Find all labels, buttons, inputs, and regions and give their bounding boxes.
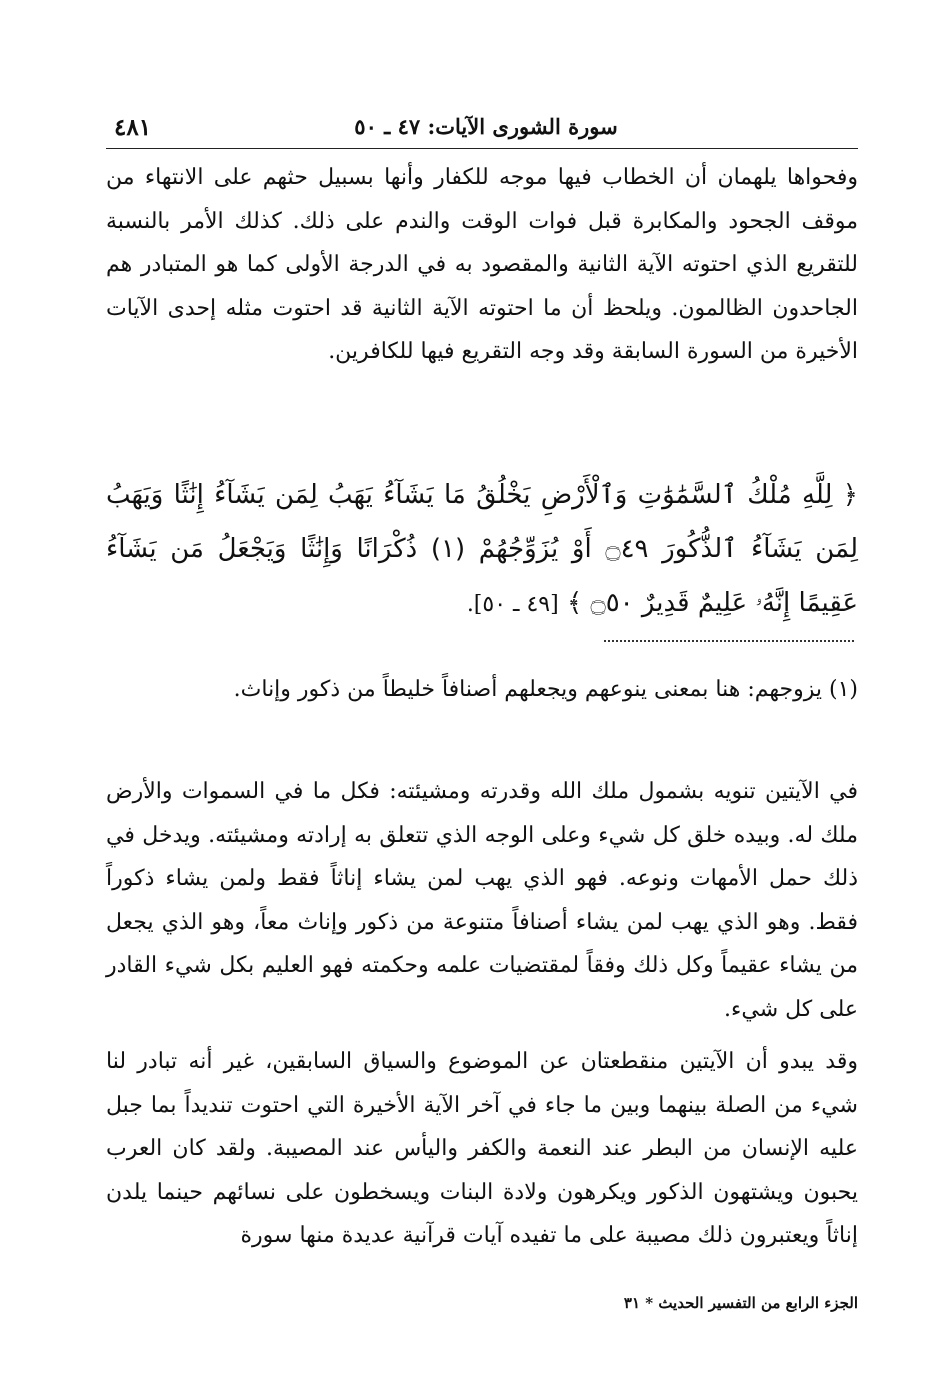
body-paragraph-2: في الآيتين تنويه بشمول ملك الله وقدرته ومشيئته: فكل ما في السموات والأرض ملك له. وبيده خلق كل شيء وعلى الوجه الذي تتعلق به إرادته ومشيئته. ويدخل في ذلك حمل الأمهات ونوعه. فهو الذي يهب لمن يشاء إناثاً فقط ولمن يشاء ذكوراً فقط. وهو الذي يهب لمن يشاء أصنافاً متنوعة من ذكور وإناث معاً، وهو الذي يجعل من يشاء عقيماً وكل ذلك وفقاً لمقتضيات علمه وحكمته فهو العليم بكل شيء القادر على كل شيء. <box>106 779 858 1022</box>
verse-text: ﴿ لِلَّهِ مُلْكُ ٱلسَّمَٰوَٰتِ وَٱلْأَرْضِ يَخْلُقُ مَا يَشَآءُ يَهَبُ لِمَن يَشَآءُ إِنَٰثًا وَيَهَبُ لِمَن يَشَآءُ ٱلذُّكُورَ ۝٤٩ أَوْ يُزَوِّجُهُمْ (١) ذُكْرَانًا وَإِنَٰثًا وَيَجْعَلُ مَن يَشَآءُ عَقِيمًا إِنَّهُۥ عَلِيمٌ قَدِيرٌ ۝٥٠ ﴾ <box>106 480 858 618</box>
running-title: سورة الشورى الآيات: ٤٧ ـ ٥٠ <box>354 114 618 139</box>
page-footer: الجزء الرابع من التفسير الحديث * ٣١ <box>623 1294 858 1312</box>
body-paragraph-1: وفحواها يلهمان أن الخطاب فيها موجه للكفار وأنها بسبيل حثهم على الانتهاء من موقف الجحود والمكابرة قبل فوات الوقت والندم على ذلك. كذلك الأمر بالنسبة للتقريع الذي احتوته الآية الثانية والمقصود به في الدرجة الأولى كما هو المتبادر هم الجاحدون الظالمون. ويلحظ أن ما احتوته الآية الثانية قد احتوت مثله إحدى الآيات الأخيرة من السورة السابقة وقد وجه التقريع فيها للكافرين. <box>106 165 858 364</box>
body-paragraph-3: وقد يبدو أن الآيتين منقطعتان عن الموضوع والسياق السابقين، غير أنه تبادر لنا شيء من الصلة بينهما وبين ما جاء في آخر الآية الأخيرة التي احتوت تنديداً بما جبل عليه الإنسان من البطر عند النعمة والكفر واليأس عند المصيبة. ولقد كان العرب يحبون ويشتهون الذكور ويكرهون ولادة البنات ويسخطون على نسائهم حينما يلدن إناثاً ويعتبرون ذلك مصيبة على ما تفيده آيات قرآنية عديدة منها سورة <box>106 1049 858 1248</box>
page-number: ٤٨١ <box>114 114 152 141</box>
verse-reference: [٤٩ ـ ٥٠]. <box>466 592 559 617</box>
page-header <box>106 112 858 149</box>
quran-verse <box>106 468 858 632</box>
footnote: (١) يزوجهم: هنا بمعنى ينوعهم ويجعلهم أصنافاً خليطاً من ذكور وإناث. <box>233 677 858 702</box>
footnote-separator <box>604 640 854 642</box>
